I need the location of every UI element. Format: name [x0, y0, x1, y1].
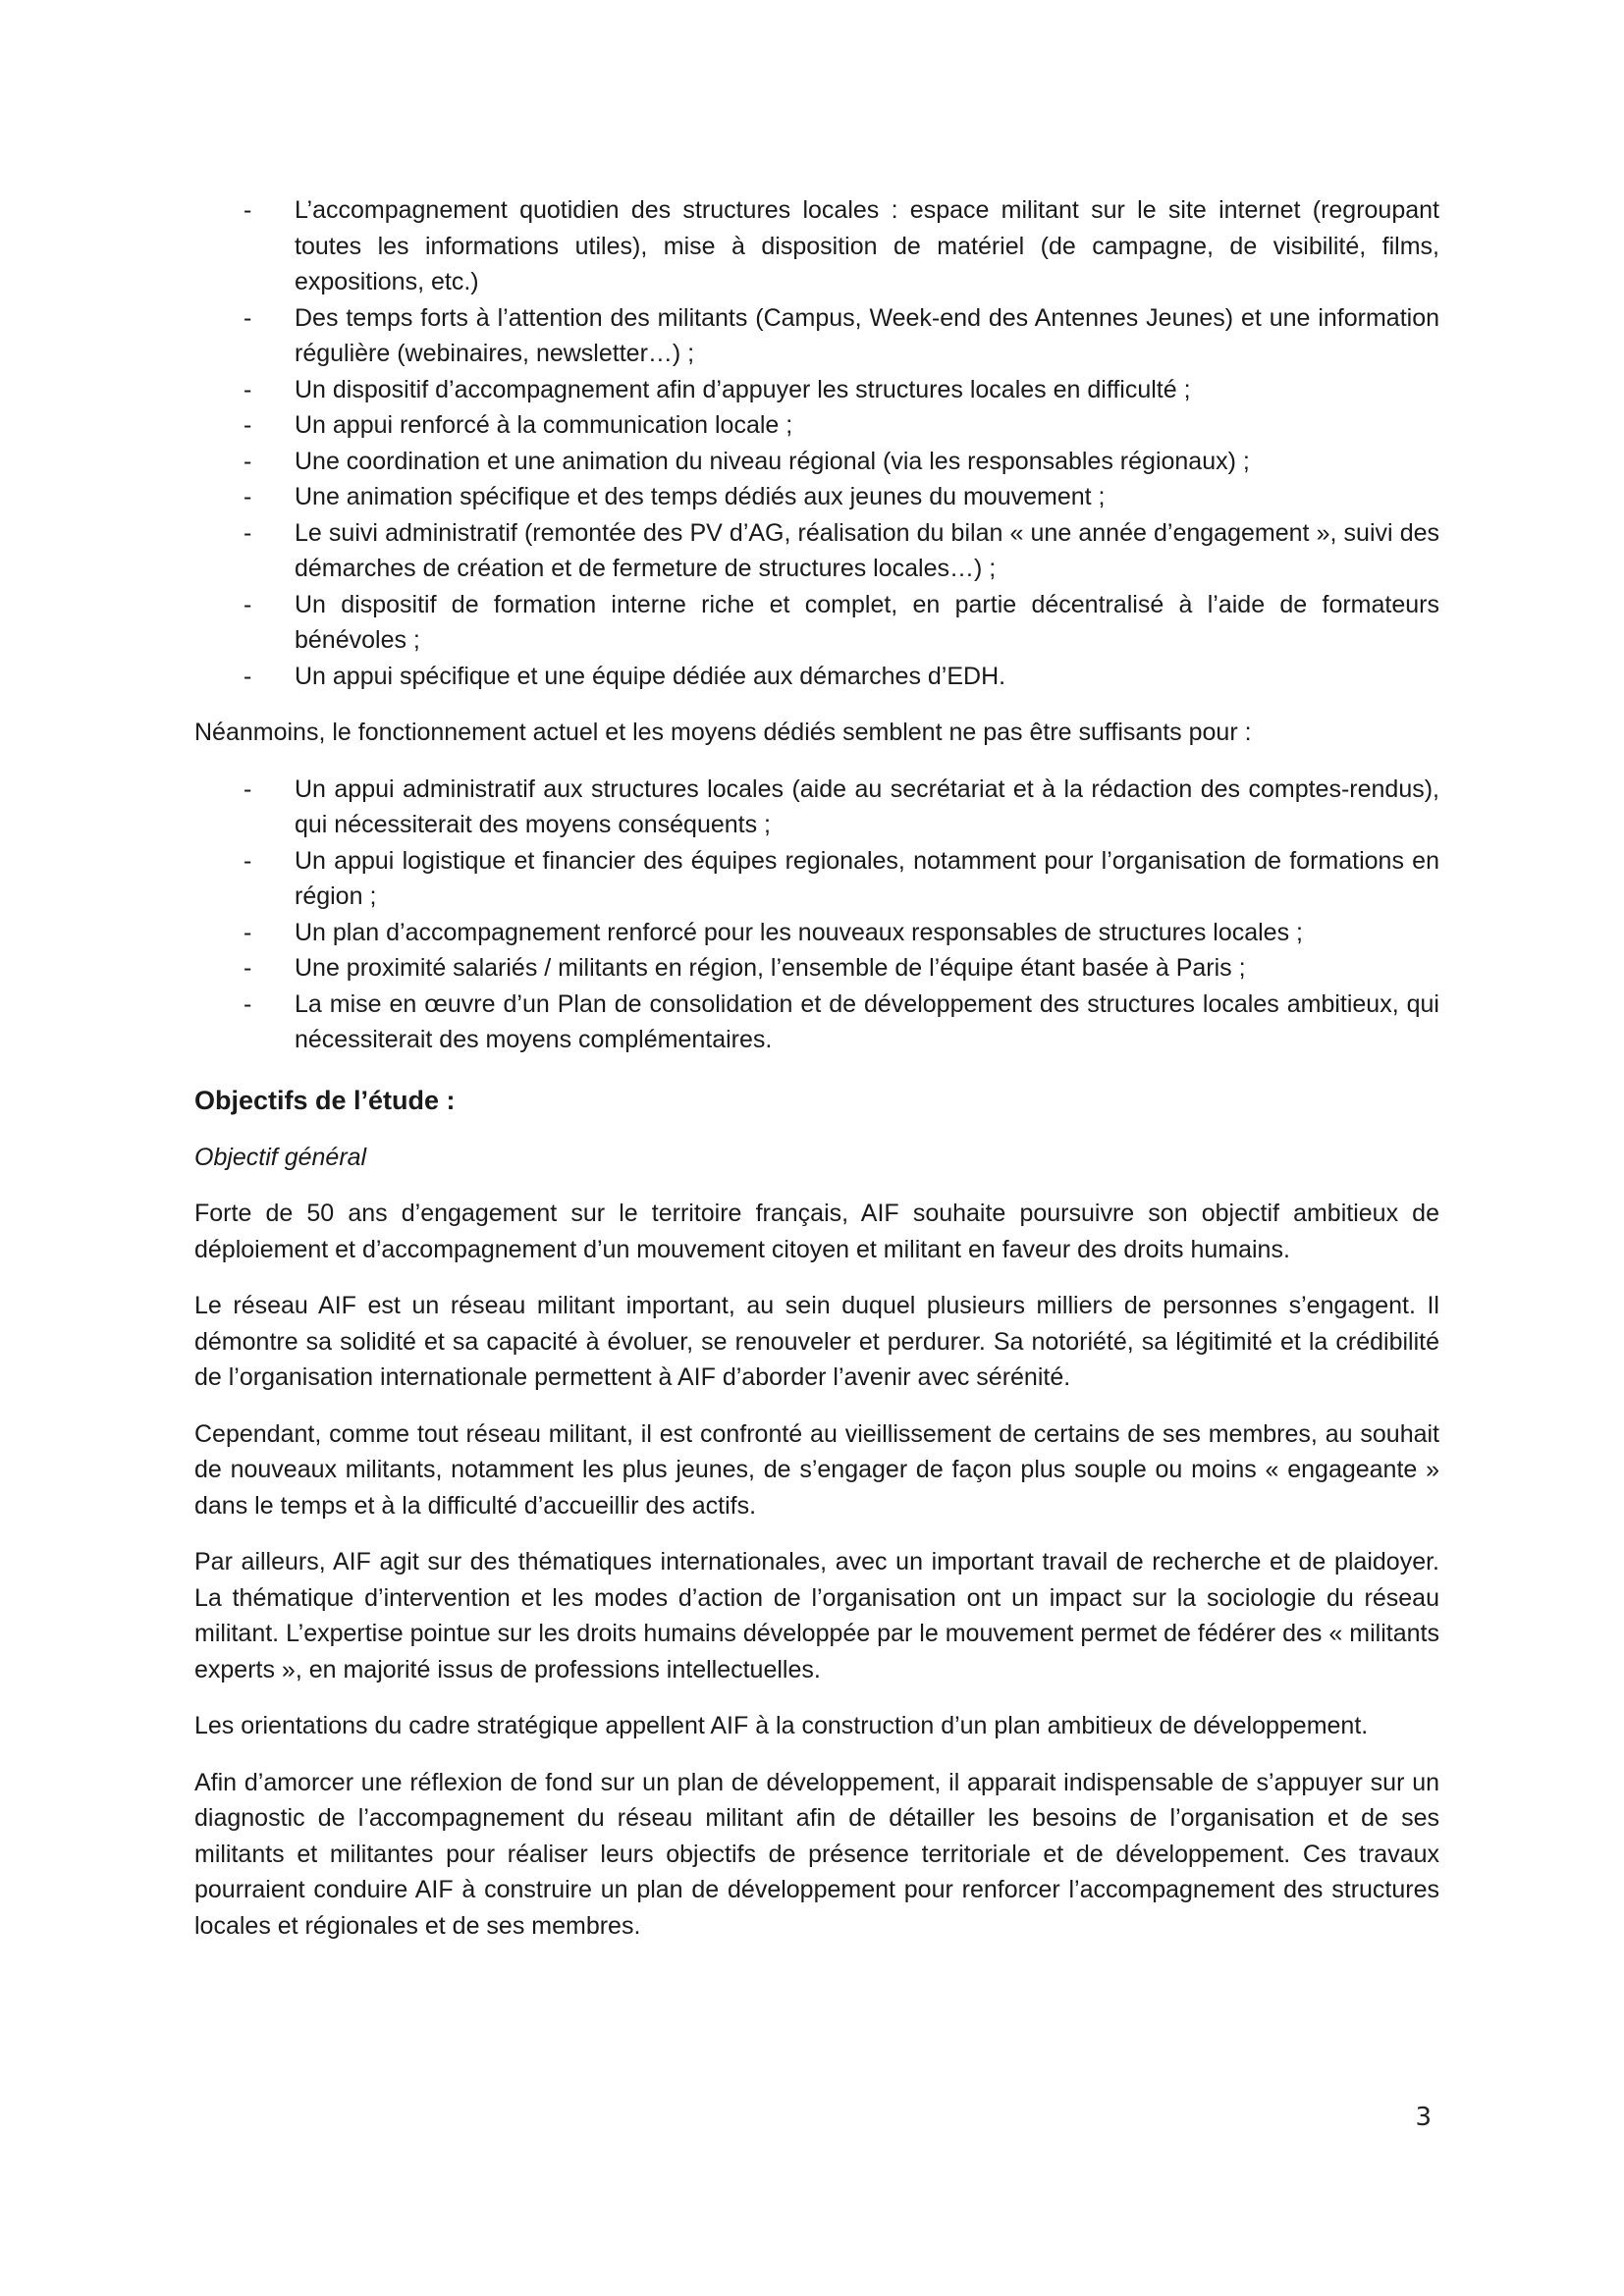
body-paragraph: Le réseau AIF est un réseau militant important, au sein duquel plusieurs milliers de personnes s’engagent. Il démontre sa solidité et sa capacité à évoluer, se renouveler et perdurer. Sa notoriété, sa légitimité et la crédibilité de l’organisation internationale permettent à AIF d’aborder l’avenir avec sérénité. — [194, 1292, 1439, 1391]
section-heading: Objectifs de l’étude : — [194, 1085, 456, 1115]
list-item — [194, 950, 1439, 987]
list-item — [194, 479, 1439, 515]
intro-paragraph: Néanmoins, le fonctionnement actuel et les moyens dédiés semblent ne pas être suffisants pour : — [194, 719, 1252, 746]
page-number: 3 — [1415, 2103, 1432, 2132]
list-item — [194, 515, 1439, 587]
list-item — [194, 587, 1439, 659]
bullet-dash: - — [244, 918, 252, 946]
document-page — [194, 192, 1439, 1944]
list-item — [194, 300, 1439, 372]
list-item-text: Un appui administratif aux structures locales (aide au secrétariat et à la rédaction des comptes-rendus), qui nécessiterait des moyens conséquents ; — [295, 774, 1439, 838]
bullet-dash: - — [244, 518, 252, 547]
list-item — [194, 843, 1439, 915]
list-item — [194, 915, 1439, 951]
bullet-dash: - — [244, 483, 252, 510]
list-item — [194, 659, 1439, 695]
section-subheading: Objectif général — [194, 1143, 367, 1171]
bullet-dash: - — [244, 196, 252, 224]
bullet-dash: - — [244, 846, 252, 875]
list-item — [194, 444, 1439, 480]
bullet-list-support — [194, 192, 1439, 694]
body-paragraph: Cependant, comme tout réseau militant, il est confronté au vieillissement de certains de ses membres, au souhait de nouveaux militants, notamment les plus jeunes, de s’engager de façon plus souple ou moins « engageante » dans le temps et à la difficulté d’accueillir des actifs. — [194, 1419, 1439, 1520]
list-item-text: Des temps forts à l’attention des militants (Campus, Week-end des Antennes Jeunes) et une information régulière (webinaires, newsletter…) ; — [295, 303, 1439, 367]
list-item — [194, 772, 1439, 843]
list-item-text: La mise en œuvre d’un Plan de consolidation et de développement des structures locales ambitieux, qui nécessiterait des moyens complémentaires. — [295, 989, 1439, 1053]
body-paragraph: Les orientations du cadre stratégique appellent AIF à la construction d’un plan ambitieux de développement. — [194, 1712, 1369, 1739]
bullet-dash: - — [244, 954, 252, 982]
body-paragraph: Afin d’amorcer une réflexion de fond sur un plan de développement, il apparait indispensable de s’appuyer sur un diagnostic de l’accompagnement du réseau militant afin de détailler les besoins de l’organisation et de ses militants et militantes pour réaliser leurs objectifs de présence territoriale et de développement. Ces travaux pourraient conduire AIF à construire un plan de développement pour renforcer l’accompagnement des structures locales et régionales et de ses membres. — [194, 1768, 1439, 1940]
list-item-text: Un appui logistique et financier des équipes regionales, notamment pour l’organisation de formations en région ; — [295, 846, 1439, 910]
list-item-text: Un appui spécifique et une équipe dédiée aux démarches d’EDH. — [295, 662, 1006, 690]
bullet-dash: - — [244, 375, 252, 403]
bullet-dash: - — [244, 774, 252, 803]
list-item — [194, 372, 1439, 408]
list-item — [194, 407, 1439, 444]
list-item — [194, 192, 1439, 300]
list-item-text: Une proximité salariés / militants en région, l’ensemble de l’équipe étant basée à Paris ; — [295, 954, 1246, 982]
list-item-text: Le suivi administratif (remontée des PV d’AG, réalisation du bilan « une année d’engagement », suivi des démarches de création et de fermeture de structures locales…) ; — [295, 518, 1439, 582]
list-item-text: Une animation spécifique et des temps dédiés aux jeunes du mouvement ; — [295, 483, 1106, 510]
body-paragraph: Par ailleurs, AIF agit sur des thématiques internationales, avec un important travail de recherche et de plaidoyer. La thématique d’intervention et les modes d’action de l’organisation ont un impact sur la sociologie du réseau militant. L’expertise pointue sur les droits humains développée par le mouvement permet de fédérer des « militants experts », en majorité issus de professions intellectuelles. — [194, 1548, 1439, 1683]
bullet-dash: - — [244, 411, 252, 439]
list-item — [194, 987, 1439, 1058]
bullet-dash: - — [244, 590, 252, 618]
bullet-dash: - — [244, 447, 252, 475]
list-item-text: Un dispositif d’accompagnement afin d’appuyer les structures locales en difficulté ; — [295, 375, 1191, 403]
list-item-text: Un plan d’accompagnement renforcé pour les nouveaux responsables de structures locales ; — [295, 918, 1303, 946]
bullet-list-needs — [194, 772, 1439, 1058]
body-paragraph: Forte de 50 ans d’engagement sur le territoire français, AIF souhaite poursuivre son objectif ambitieux de déploiement et d’accompagnement d’un mouvement citoyen et militant en faveur des droits humains. — [194, 1200, 1439, 1263]
list-item-text: Un dispositif de formation interne riche et complet, en partie décentralisé à l’aide de formateurs bénévoles ; — [295, 590, 1439, 654]
list-item-text: Un appui renforcé à la communication locale ; — [295, 411, 793, 439]
bullet-dash: - — [244, 662, 252, 690]
list-item-text: Une coordination et une animation du niveau régional (via les responsables régionaux) ; — [295, 447, 1250, 475]
list-item-text: L’accompagnement quotidien des structures locales : espace militant sur le site internet (regroupant toutes les informations utiles), mise à disposition de matériel (de campagne, de visibilité, films, expositions, etc.) — [295, 196, 1439, 295]
bullet-dash: - — [244, 989, 252, 1018]
bullet-dash: - — [244, 303, 252, 332]
